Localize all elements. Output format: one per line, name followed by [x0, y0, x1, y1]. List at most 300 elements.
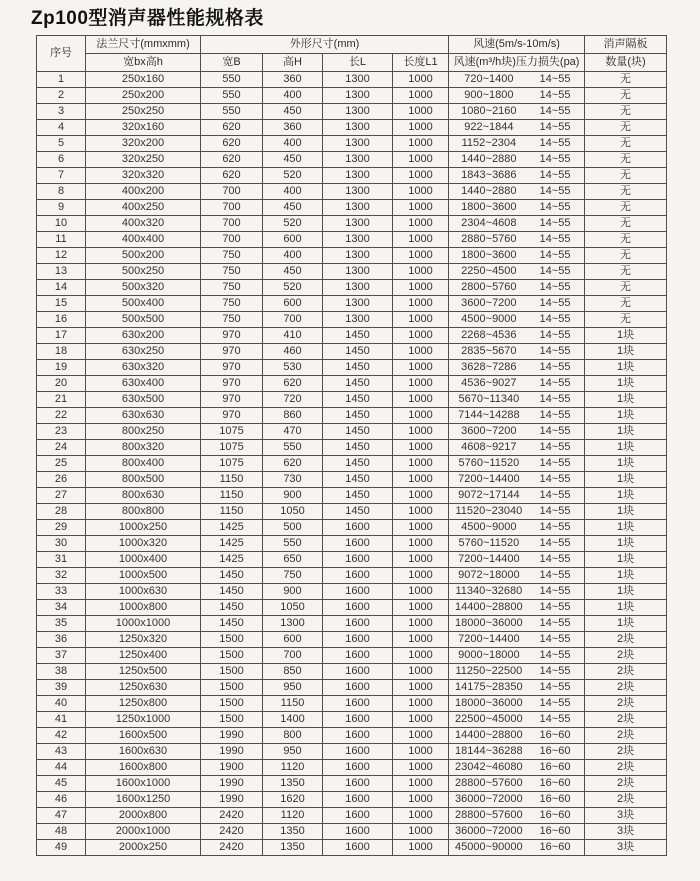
cell-pressure-loss: 14~55 — [539, 89, 571, 101]
cell-height-h: 360 — [263, 120, 323, 136]
cell-baffle-count: 1块 — [585, 568, 667, 584]
cell-length-l1: 1000 — [393, 744, 449, 760]
cell-height-h: 720 — [263, 392, 323, 408]
cell-air-volume: 14175~28350 — [455, 681, 523, 693]
cell-length-l1: 1000 — [393, 248, 449, 264]
cell-wind — [449, 200, 585, 216]
cell-flange-size: 400x400 — [86, 232, 201, 248]
cell-air-volume: 22500~45000 — [455, 713, 523, 725]
cell-length-l: 1450 — [323, 472, 393, 488]
cell-height-h: 460 — [263, 344, 323, 360]
cell-air-volume: 11340~32680 — [455, 585, 523, 597]
cell-length-l: 1450 — [323, 488, 393, 504]
table-row — [37, 392, 667, 408]
cell-wind — [449, 792, 585, 808]
cell-height-h: 530 — [263, 360, 323, 376]
cell-pressure-loss: 14~55 — [539, 265, 571, 277]
cell-flange-size: 320x320 — [86, 168, 201, 184]
cell-height-h: 470 — [263, 424, 323, 440]
cell-flange-size: 1000x630 — [86, 584, 201, 600]
cell-length-l1: 1000 — [393, 472, 449, 488]
cell-pressure-loss: 16~60 — [539, 761, 571, 773]
cell-serial: 46 — [37, 792, 86, 808]
table-row — [37, 456, 667, 472]
table-row — [37, 440, 667, 456]
cell-length-l: 1600 — [323, 552, 393, 568]
cell-width-b: 1425 — [201, 552, 263, 568]
cell-baffle-count: 无 — [585, 120, 667, 136]
cell-length-l1: 1000 — [393, 824, 449, 840]
cell-air-volume: 4500~9000 — [461, 521, 517, 533]
cell-serial: 14 — [37, 280, 86, 296]
cell-height-h: 700 — [263, 312, 323, 328]
cell-length-l: 1600 — [323, 792, 393, 808]
cell-pressure-loss: 14~55 — [539, 105, 571, 117]
cell-baffle-count: 1块 — [585, 424, 667, 440]
cell-air-volume: 28800~57600 — [455, 777, 523, 789]
cell-baffle-count: 2块 — [585, 664, 667, 680]
cell-flange-size: 1600x630 — [86, 744, 201, 760]
cell-length-l1: 1000 — [393, 488, 449, 504]
cell-air-volume: 4500~9000 — [461, 313, 517, 325]
cell-length-l: 1450 — [323, 328, 393, 344]
cell-width-b: 2420 — [201, 808, 263, 824]
cell-pressure-loss: 14~55 — [539, 601, 571, 613]
cell-pressure-loss: 14~55 — [539, 361, 571, 373]
table-row — [37, 136, 667, 152]
header-wind-sub: 风速(m³/h块)压力损失(pa) — [449, 54, 585, 72]
table-row — [37, 728, 667, 744]
cell-air-volume: 9072~18000 — [458, 569, 520, 581]
cell-serial: 9 — [37, 200, 86, 216]
cell-wind — [449, 824, 585, 840]
cell-baffle-count: 1块 — [585, 520, 667, 536]
cell-baffle-count: 2块 — [585, 728, 667, 744]
cell-baffle-count: 无 — [585, 232, 667, 248]
table-row — [37, 616, 667, 632]
cell-baffle-count: 无 — [585, 72, 667, 88]
cell-baffle-count: 无 — [585, 200, 667, 216]
cell-flange-size: 1000x400 — [86, 552, 201, 568]
cell-length-l: 1450 — [323, 456, 393, 472]
table-row — [37, 792, 667, 808]
cell-length-l1: 1000 — [393, 584, 449, 600]
cell-air-volume: 9072~17144 — [458, 489, 520, 501]
page-title: Zp100型消声器性能规格表 — [31, 8, 264, 29]
cell-serial: 4 — [37, 120, 86, 136]
cell-flange-size: 1250x630 — [86, 680, 201, 696]
cell-length-l1: 1000 — [393, 664, 449, 680]
cell-baffle-count: 1块 — [585, 344, 667, 360]
cell-baffle-count: 无 — [585, 216, 667, 232]
cell-serial: 48 — [37, 824, 86, 840]
header-serial: 序号 — [37, 36, 86, 72]
cell-baffle-count: 1块 — [585, 536, 667, 552]
cell-height-h: 360 — [263, 72, 323, 88]
cell-air-volume: 1080~2160 — [461, 105, 517, 117]
cell-length-l1: 1000 — [393, 168, 449, 184]
cell-baffle-count: 无 — [585, 280, 667, 296]
cell-height-h: 1350 — [263, 776, 323, 792]
cell-air-volume: 9000~18000 — [458, 649, 520, 661]
cell-wind — [449, 392, 585, 408]
cell-pressure-loss: 14~55 — [539, 569, 571, 581]
table-row — [37, 328, 667, 344]
cell-wind — [449, 88, 585, 104]
cell-serial: 26 — [37, 472, 86, 488]
table-row — [37, 312, 667, 328]
cell-pressure-loss: 16~60 — [539, 729, 571, 741]
cell-serial: 28 — [37, 504, 86, 520]
cell-height-h: 1150 — [263, 696, 323, 712]
table-row — [37, 808, 667, 824]
cell-height-h: 950 — [263, 680, 323, 696]
cell-flange-size: 800x400 — [86, 456, 201, 472]
cell-length-l1: 1000 — [393, 376, 449, 392]
cell-length-l: 1300 — [323, 136, 393, 152]
cell-wind — [449, 424, 585, 440]
cell-pressure-loss: 14~55 — [539, 153, 571, 165]
cell-baffle-count: 1块 — [585, 360, 667, 376]
cell-pressure-loss: 16~60 — [539, 841, 571, 853]
cell-height-h: 450 — [263, 104, 323, 120]
cell-flange-size: 320x250 — [86, 152, 201, 168]
table-row — [37, 184, 667, 200]
cell-wind — [449, 472, 585, 488]
header-wind-group: 风速(5m/s-10m/s) — [449, 36, 585, 54]
cell-baffle-count: 2块 — [585, 632, 667, 648]
cell-baffle-count: 1块 — [585, 584, 667, 600]
cell-baffle-count: 1块 — [585, 376, 667, 392]
cell-length-l1: 1000 — [393, 328, 449, 344]
cell-serial: 32 — [37, 568, 86, 584]
cell-wind — [449, 408, 585, 424]
cell-air-volume: 1800~3600 — [461, 201, 517, 213]
cell-wind — [449, 120, 585, 136]
cell-pressure-loss: 14~55 — [539, 233, 571, 245]
cell-pressure-loss: 14~55 — [539, 73, 571, 85]
cell-width-b: 970 — [201, 360, 263, 376]
cell-width-b: 700 — [201, 200, 263, 216]
cell-wind — [449, 136, 585, 152]
cell-length-l: 1600 — [323, 760, 393, 776]
cell-length-l: 1600 — [323, 712, 393, 728]
cell-serial: 25 — [37, 456, 86, 472]
cell-width-b: 1990 — [201, 776, 263, 792]
cell-wind — [449, 552, 585, 568]
table-row — [37, 120, 667, 136]
cell-height-h: 620 — [263, 456, 323, 472]
cell-baffle-count: 无 — [585, 104, 667, 120]
cell-pressure-loss: 16~60 — [539, 825, 571, 837]
cell-air-volume: 1800~3600 — [461, 249, 517, 261]
cell-air-volume: 11520~23040 — [455, 505, 523, 517]
table-row — [37, 552, 667, 568]
cell-serial: 44 — [37, 760, 86, 776]
cell-length-l1: 1000 — [393, 680, 449, 696]
cell-air-volume: 4536~9027 — [461, 377, 517, 389]
table-row — [37, 840, 667, 856]
cell-length-l: 1450 — [323, 424, 393, 440]
cell-height-h: 650 — [263, 552, 323, 568]
cell-pressure-loss: 14~55 — [539, 297, 571, 309]
cell-pressure-loss: 14~55 — [539, 697, 571, 709]
cell-width-b: 1150 — [201, 488, 263, 504]
cell-flange-size: 1250x800 — [86, 696, 201, 712]
cell-height-h: 600 — [263, 632, 323, 648]
cell-length-l1: 1000 — [393, 808, 449, 824]
cell-air-volume: 720~1400 — [464, 73, 514, 85]
cell-serial: 2 — [37, 88, 86, 104]
cell-baffle-count: 3块 — [585, 824, 667, 840]
cell-length-l1: 1000 — [393, 552, 449, 568]
cell-wind — [449, 168, 585, 184]
cell-wind — [449, 488, 585, 504]
cell-length-l1: 1000 — [393, 600, 449, 616]
cell-pressure-loss: 14~55 — [539, 121, 571, 133]
cell-flange-size: 1000x250 — [86, 520, 201, 536]
cell-length-l1: 1000 — [393, 72, 449, 88]
table-row — [37, 584, 667, 600]
cell-wind — [449, 744, 585, 760]
cell-baffle-count: 2块 — [585, 776, 667, 792]
cell-baffle-count: 无 — [585, 136, 667, 152]
cell-flange-size: 1000x500 — [86, 568, 201, 584]
table-row — [37, 104, 667, 120]
table-row — [37, 264, 667, 280]
cell-width-b: 1500 — [201, 648, 263, 664]
cell-length-l1: 1000 — [393, 296, 449, 312]
cell-serial: 41 — [37, 712, 86, 728]
cell-wind — [449, 728, 585, 744]
table-row — [37, 776, 667, 792]
cell-height-h: 400 — [263, 248, 323, 264]
cell-length-l1: 1000 — [393, 568, 449, 584]
table-header — [37, 36, 667, 72]
cell-air-volume: 1843~3686 — [461, 169, 517, 181]
cell-wind — [449, 712, 585, 728]
cell-width-b: 750 — [201, 312, 263, 328]
cell-air-volume: 36000~72000 — [455, 793, 523, 805]
cell-air-volume: 3600~7200 — [461, 297, 517, 309]
cell-baffle-count: 1块 — [585, 408, 667, 424]
cell-serial: 6 — [37, 152, 86, 168]
cell-flange-size: 630x630 — [86, 408, 201, 424]
table-row — [37, 168, 667, 184]
cell-length-l1: 1000 — [393, 120, 449, 136]
cell-flange-size: 1250x320 — [86, 632, 201, 648]
cell-serial: 7 — [37, 168, 86, 184]
cell-wind — [449, 808, 585, 824]
cell-length-l1: 1000 — [393, 504, 449, 520]
cell-pressure-loss: 14~55 — [539, 281, 571, 293]
silencer-spec-table — [36, 35, 667, 856]
cell-pressure-loss: 14~55 — [539, 217, 571, 229]
cell-serial: 18 — [37, 344, 86, 360]
cell-baffle-count: 1块 — [585, 328, 667, 344]
cell-width-b: 1990 — [201, 744, 263, 760]
cell-length-l: 1600 — [323, 776, 393, 792]
cell-wind — [449, 840, 585, 856]
cell-width-b: 970 — [201, 376, 263, 392]
cell-flange-size: 1000x800 — [86, 600, 201, 616]
cell-wind — [449, 520, 585, 536]
table-row — [37, 232, 667, 248]
cell-height-h: 1300 — [263, 616, 323, 632]
cell-pressure-loss: 14~55 — [539, 329, 571, 341]
cell-baffle-count: 2块 — [585, 760, 667, 776]
cell-wind — [449, 216, 585, 232]
cell-baffle-count: 无 — [585, 168, 667, 184]
cell-width-b: 550 — [201, 104, 263, 120]
cell-flange-size: 500x500 — [86, 312, 201, 328]
cell-serial: 1 — [37, 72, 86, 88]
cell-air-volume: 45000~90000 — [455, 841, 523, 853]
cell-length-l: 1450 — [323, 440, 393, 456]
cell-wind — [449, 360, 585, 376]
cell-air-volume: 14400~28800 — [455, 729, 523, 741]
cell-flange-size: 500x320 — [86, 280, 201, 296]
cell-length-l1: 1000 — [393, 728, 449, 744]
cell-width-b: 1150 — [201, 504, 263, 520]
table-row — [37, 472, 667, 488]
cell-serial: 23 — [37, 424, 86, 440]
cell-air-volume: 5760~11520 — [458, 457, 520, 469]
cell-length-l: 1450 — [323, 360, 393, 376]
cell-flange-size: 250x250 — [86, 104, 201, 120]
cell-flange-size: 800x320 — [86, 440, 201, 456]
cell-length-l1: 1000 — [393, 712, 449, 728]
header-flange-group: 法兰尺寸(mmxmm) — [86, 36, 201, 54]
cell-pressure-loss: 16~60 — [539, 777, 571, 789]
table-row — [37, 712, 667, 728]
cell-baffle-count: 1块 — [585, 440, 667, 456]
cell-baffle-count: 1块 — [585, 600, 667, 616]
cell-flange-size: 500x400 — [86, 296, 201, 312]
cell-length-l: 1300 — [323, 216, 393, 232]
cell-pressure-loss: 14~55 — [539, 633, 571, 645]
cell-width-b: 1500 — [201, 712, 263, 728]
cell-wind — [449, 104, 585, 120]
header-row-subs — [37, 54, 667, 72]
cell-air-volume: 2268~4536 — [461, 329, 517, 341]
cell-wind — [449, 664, 585, 680]
table-row — [37, 296, 667, 312]
cell-flange-size: 500x200 — [86, 248, 201, 264]
table-row — [37, 744, 667, 760]
cell-length-l1: 1000 — [393, 200, 449, 216]
cell-air-volume: 23042~46080 — [455, 761, 523, 773]
cell-flange-size: 1600x500 — [86, 728, 201, 744]
cell-length-l1: 1000 — [393, 392, 449, 408]
cell-wind — [449, 72, 585, 88]
cell-height-h: 800 — [263, 728, 323, 744]
cell-wind — [449, 680, 585, 696]
cell-flange-size: 1250x1000 — [86, 712, 201, 728]
cell-serial: 39 — [37, 680, 86, 696]
cell-width-b: 750 — [201, 248, 263, 264]
cell-width-b: 750 — [201, 296, 263, 312]
cell-length-l1: 1000 — [393, 632, 449, 648]
cell-wind — [449, 344, 585, 360]
cell-air-volume: 1440~2880 — [461, 185, 517, 197]
cell-width-b: 1075 — [201, 456, 263, 472]
cell-width-b: 700 — [201, 184, 263, 200]
cell-width-b: 1450 — [201, 600, 263, 616]
cell-pressure-loss: 14~55 — [539, 169, 571, 181]
cell-wind — [449, 760, 585, 776]
cell-air-volume: 5670~11340 — [458, 393, 520, 405]
cell-air-volume: 2880~5760 — [461, 233, 517, 245]
cell-height-h: 1120 — [263, 808, 323, 824]
table-row — [37, 488, 667, 504]
cell-height-h: 550 — [263, 536, 323, 552]
table-row — [37, 424, 667, 440]
cell-width-b: 1900 — [201, 760, 263, 776]
cell-height-h: 400 — [263, 184, 323, 200]
table-body — [37, 72, 667, 856]
cell-width-b: 1425 — [201, 520, 263, 536]
cell-length-l1: 1000 — [393, 424, 449, 440]
cell-length-l1: 1000 — [393, 536, 449, 552]
cell-air-volume: 18000~36000 — [455, 617, 523, 629]
cell-serial: 19 — [37, 360, 86, 376]
cell-air-volume: 18000~36000 — [455, 697, 523, 709]
cell-height-h: 1350 — [263, 840, 323, 856]
cell-serial: 8 — [37, 184, 86, 200]
cell-height-h: 500 — [263, 520, 323, 536]
cell-baffle-count: 2块 — [585, 744, 667, 760]
cell-serial: 45 — [37, 776, 86, 792]
cell-flange-size: 250x160 — [86, 72, 201, 88]
cell-height-h: 600 — [263, 232, 323, 248]
cell-baffle-count: 无 — [585, 248, 667, 264]
cell-height-h: 520 — [263, 216, 323, 232]
cell-pressure-loss: 14~55 — [539, 457, 571, 469]
cell-length-l: 1300 — [323, 152, 393, 168]
cell-length-l1: 1000 — [393, 216, 449, 232]
cell-length-l1: 1000 — [393, 344, 449, 360]
cell-width-b: 970 — [201, 328, 263, 344]
cell-air-volume: 5760~11520 — [458, 537, 520, 549]
table-row — [37, 408, 667, 424]
table-row — [37, 280, 667, 296]
cell-pressure-loss: 14~55 — [539, 313, 571, 325]
cell-length-l1: 1000 — [393, 280, 449, 296]
cell-serial: 31 — [37, 552, 86, 568]
cell-flange-size: 1250x400 — [86, 648, 201, 664]
cell-flange-size: 1600x800 — [86, 760, 201, 776]
cell-baffle-count: 1块 — [585, 504, 667, 520]
cell-flange-size: 630x400 — [86, 376, 201, 392]
cell-width-b: 970 — [201, 408, 263, 424]
cell-pressure-loss: 16~60 — [539, 809, 571, 821]
cell-height-h: 620 — [263, 376, 323, 392]
table-row — [37, 696, 667, 712]
cell-width-b: 1990 — [201, 728, 263, 744]
cell-height-h: 550 — [263, 440, 323, 456]
cell-pressure-loss: 14~55 — [539, 665, 571, 677]
cell-pressure-loss: 14~55 — [539, 649, 571, 661]
cell-flange-size: 630x320 — [86, 360, 201, 376]
cell-height-h: 520 — [263, 168, 323, 184]
table-row — [37, 200, 667, 216]
cell-length-l: 1300 — [323, 104, 393, 120]
cell-pressure-loss: 16~60 — [539, 745, 571, 757]
cell-width-b: 1425 — [201, 536, 263, 552]
cell-baffle-count: 3块 — [585, 840, 667, 856]
cell-width-b: 1500 — [201, 664, 263, 680]
